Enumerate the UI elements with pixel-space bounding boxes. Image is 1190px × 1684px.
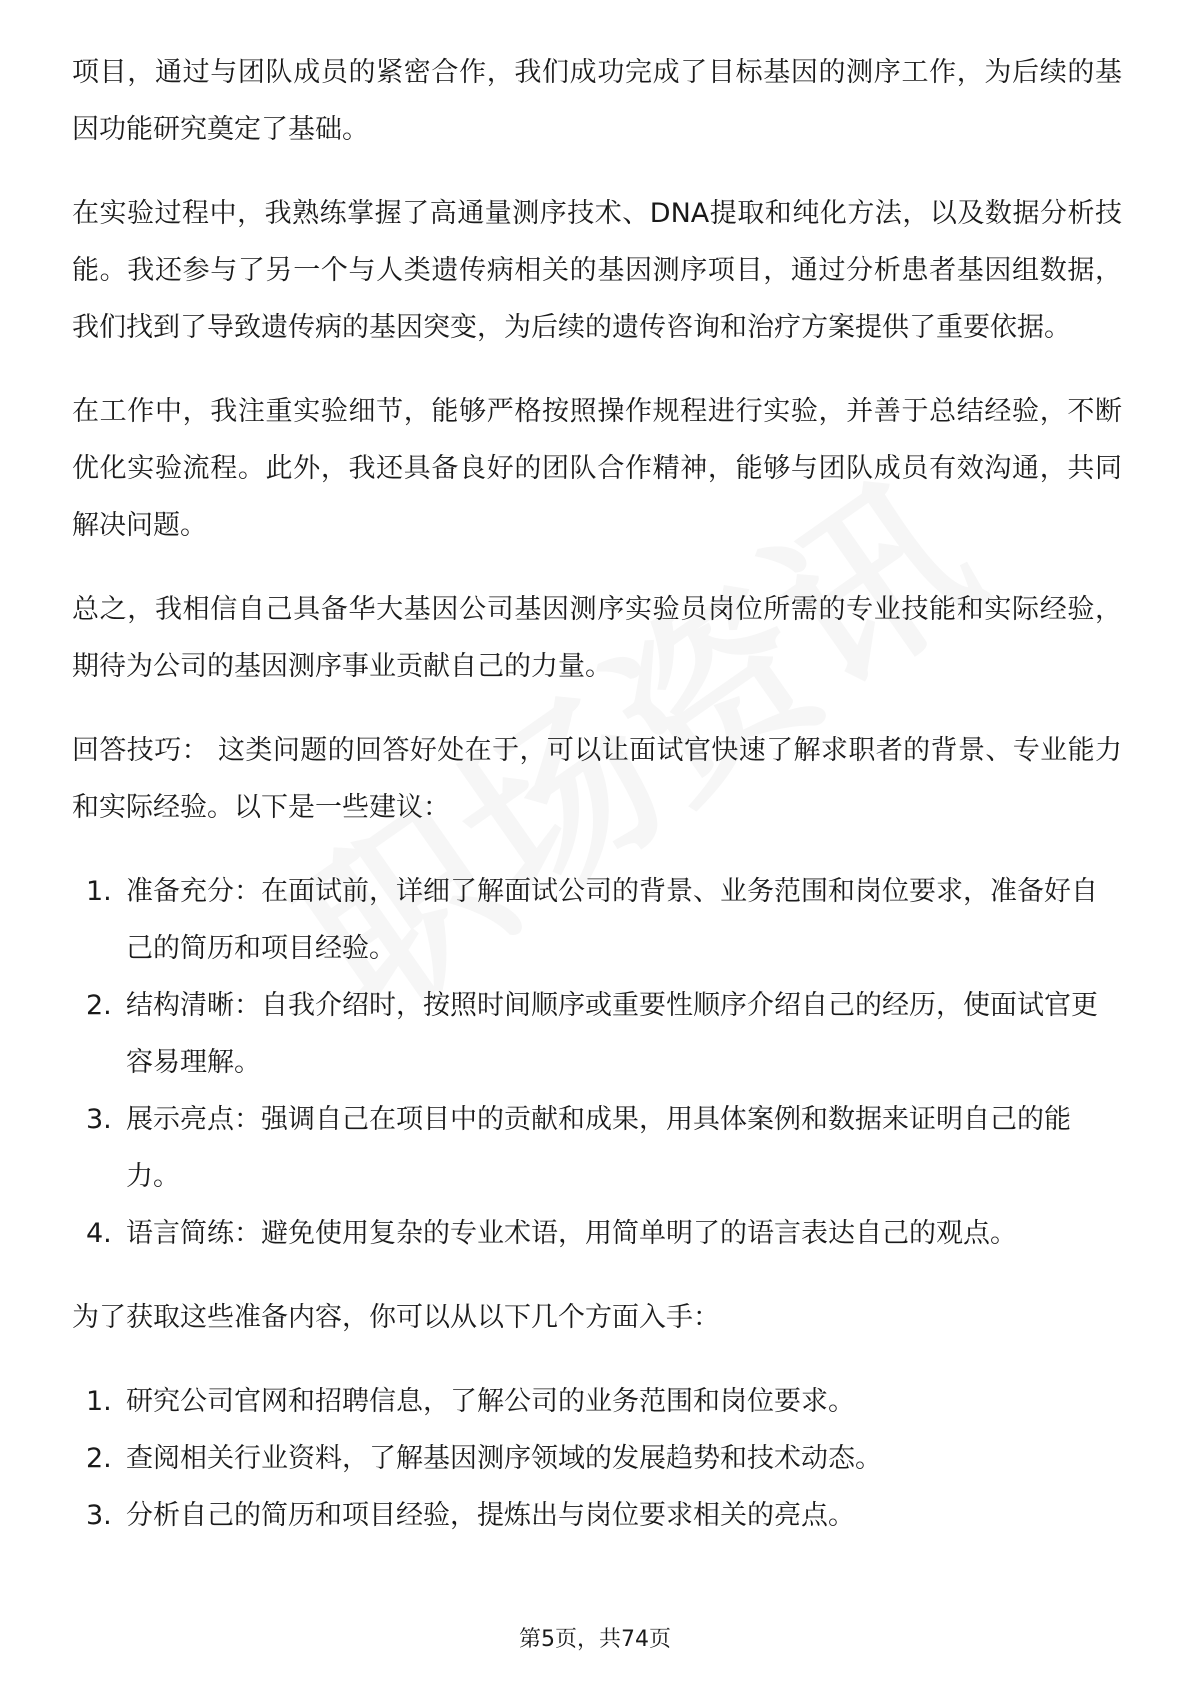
prep-list <box>72 1373 1122 1544</box>
list-item-text: 语言简练：避免使用复杂的专业术语，用简单明了的语言表达自己的观点。 <box>126 1218 1017 1249</box>
list-number: 4. <box>86 1218 112 1249</box>
paragraph: 在工作中，我注重实验细节，能够严格按照操作规程进行实验，并善于总结经验，不断优化实验流程。此外，我还具备良好的团队合作精神，能够与团队成员有效沟通，共同解决问题。 <box>72 396 1122 541</box>
tips-list <box>72 863 1122 1262</box>
list-item <box>72 977 1122 1091</box>
page-content <box>72 44 1122 1571</box>
list-item-text: 研究公司官网和招聘信息，了解公司的业务范围和岗位要求。 <box>126 1386 855 1417</box>
prep-intro: 为了获取这些准备内容，你可以从以下几个方面入手： <box>72 1302 720 1333</box>
list-number: 3. <box>86 1104 112 1135</box>
paragraph: 项目，通过与团队成员的紧密合作，我们成功完成了目标基因的测序工作，为后续的基因功能研究奠定了基础。 <box>72 57 1122 145</box>
list-item <box>72 863 1122 977</box>
paragraph: 在实验过程中，我熟练掌握了高通量测序技术、DNA提取和纯化方法，以及数据分析技能。我还参与了另一个与人类遗传病相关的基因测序项目，通过分析患者基因组数据，我们找到了导致遗传病的基因突变，为后续的遗传咨询和治疗方案提供了重要依据。 <box>72 198 1122 343</box>
list-number: 1. <box>86 1386 112 1417</box>
page-number-footer: 第5页，共74页 <box>519 1627 671 1652</box>
paragraph: 总之，我相信自己具备华大基因公司基因测序实验员岗位所需的专业技能和实际经验，期待为公司的基因测序事业贡献自己的力量。 <box>72 594 1122 682</box>
answer-tips-intro: 回答技巧： 这类问题的回答好处在于，可以让面试官快速了解求职者的背景、专业能力和实际经验。以下是一些建议： <box>72 735 1122 823</box>
list-item-text: 展示亮点：强调自己在项目中的贡献和成果，用具体案例和数据来证明自己的能力。 <box>126 1104 1071 1192</box>
list-item <box>72 1091 1122 1205</box>
list-item-text: 查阅相关行业资料，了解基因测序领域的发展趋势和技术动态。 <box>126 1443 882 1474</box>
list-item-text: 结构清晰：自我介绍时，按照时间顺序或重要性顺序介绍自己的经历，使面试官更容易理解。 <box>126 990 1098 1078</box>
list-item <box>72 1487 1122 1544</box>
list-number: 2. <box>86 990 112 1021</box>
list-number: 1. <box>86 876 112 907</box>
list-number: 2. <box>86 1443 112 1474</box>
list-item <box>72 1205 1122 1262</box>
list-item <box>72 1430 1122 1487</box>
list-item-text: 分析自己的简历和项目经验，提炼出与岗位要求相关的亮点。 <box>126 1500 855 1531</box>
list-item-text: 准备充分：在面试前，详细了解面试公司的背景、业务范围和岗位要求，准备好自己的简历和项目经验。 <box>126 876 1098 964</box>
list-item <box>72 1373 1122 1430</box>
list-number: 3. <box>86 1500 112 1531</box>
